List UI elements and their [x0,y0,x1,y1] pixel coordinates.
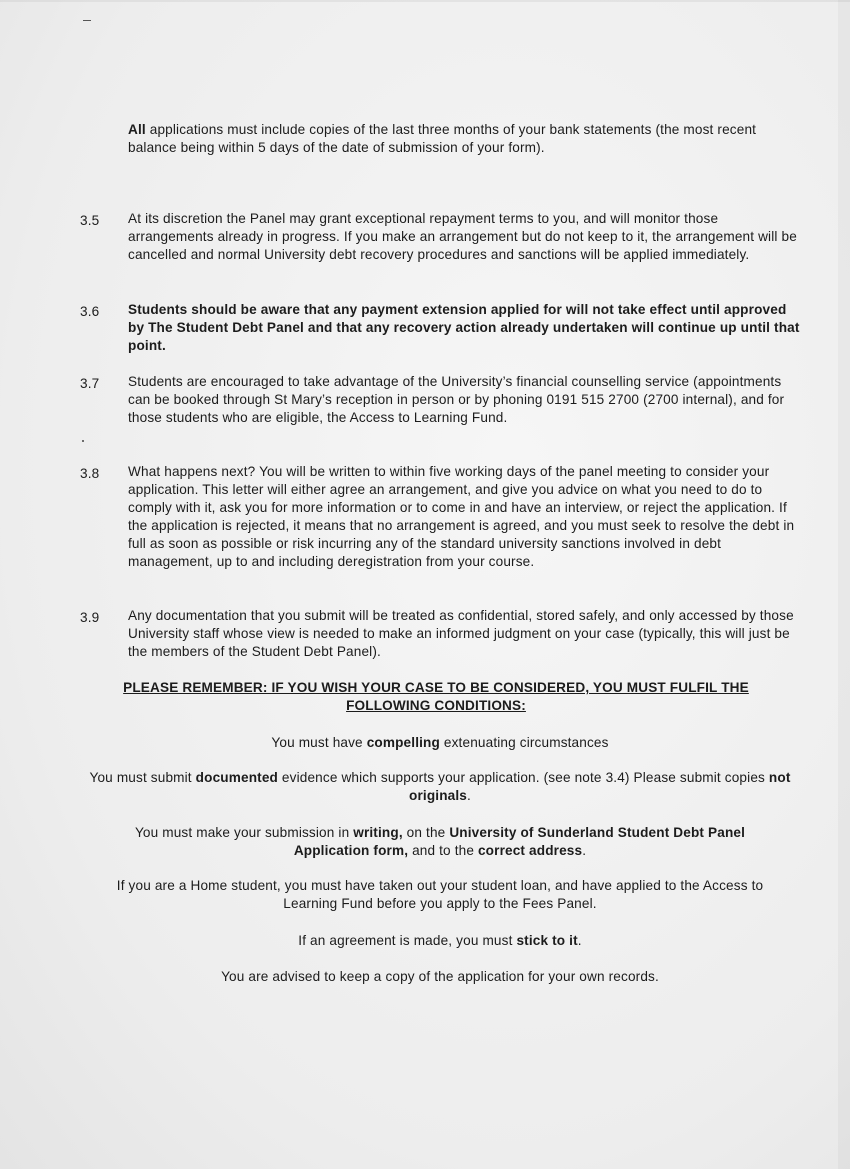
condition-text: . [582,843,587,858]
condition-emphasis: compelling [366,735,440,750]
condition-text: and to the [408,843,478,858]
item-number-3-7: 3.7 [80,376,100,391]
condition-stick-to-it [80,932,800,950]
item-number-3-8: 3.8 [80,466,100,481]
condition-emphasis: correct address [477,843,583,858]
condition-emphasis: writing, [353,825,403,840]
condition-text: . [577,933,582,948]
condition-emphasis: not originals [409,770,791,803]
page-fold-top [0,0,850,2]
condition-text: If an agreement is made, you must [298,933,517,948]
condition-text: You must make your submission in [134,825,354,840]
condition-compelling [80,734,800,752]
item-text-3-7: Students are encouraged to take advantage of the University’s financial counselling service (appointments can be booked through St Mary’s reception in person or by phoning 0191 515 2700 (2700 internal), and for those students who are eligible, the Access to Learning Fund. [128,374,785,425]
condition-text: evidence which supports your application. (see note 3.4) Please submit copies [277,770,769,785]
condition-text: You must have [271,735,367,750]
intro-lead: All [128,122,146,137]
item-text-3-8: What happens next? You will be written to within five working days of the panel meeting to consider your application. This letter will either agree an arrangement, and give you advice on what you need to do to comply with it, ask you for more information or to come in and have an interview, or reject the application. If the application is rejected, it means that no arrangement is agreed, and you must seek to resolve the debt in full as soon as possible or risk incurring any of the standard university sanctions involved in debt management, up to and including deregistration from your course. [128,464,795,569]
condition-home-student [100,877,780,913]
condition-keep-copy [80,968,800,986]
condition-emphasis: documented [195,770,278,785]
intro-paragraph [128,121,800,157]
item-number-3-5: 3.5 [80,213,100,228]
condition-text: on the [402,825,450,840]
condition-text: You are advised to keep a copy of the application for your own records. [221,969,659,984]
stray-dot [82,440,84,442]
condition-text: . [467,788,471,803]
reminder-heading-text: PLEASE REMEMBER: IF YOU WISH YOUR CASE TO BE CONSIDERED, YOU MUST FULFIL THE FOLLOWING CONDITIONS: [123,680,749,713]
condition-documented [80,769,800,805]
stray-mark [83,20,91,21]
reminder-heading [100,679,772,715]
item-number-3-9: 3.9 [80,610,100,625]
item-text-3-5: At its discretion the Panel may grant exceptional repayment terms to you, and will monitor those arrangements already in progress. If you make an arrangement but do not keep to it, the arrangement will be cancelled and normal University debt recovery procedures and sanctions will be applied immediately. [128,211,797,262]
intro-text: applications must include copies of the last three months of your bank statements (the most recent balance being within 5 days of the date of submission of your form). [128,122,757,155]
item-text-3-9: Any documentation that you submit will be treated as confidential, stored safely, and only accessed by those University staff whose view is needed to make an informed judgment on your case (typically, this will just be the members of the Student Debt Panel). [128,608,794,659]
item-text-3-6: Students should be aware that any payment extension applied for will not take effect until approved by The Student Debt Panel and that any recovery action already undertaken will continue up until that point. [128,302,800,353]
condition-text: extenuating circumstances [439,735,609,750]
page-edge-shadow [838,0,850,1169]
condition-text: You must submit [89,770,196,785]
condition-writing [100,824,780,860]
condition-emphasis: University of Sunderland Student Debt Panel Application form, [293,825,746,858]
item-number-3-6: 3.6 [80,304,100,319]
condition-emphasis: stick to it [516,933,578,948]
condition-text: If you are a Home student, you must have taken out your student loan, and have applied to the Access to Learning Fund before you apply to the Fees Panel. [116,878,764,911]
